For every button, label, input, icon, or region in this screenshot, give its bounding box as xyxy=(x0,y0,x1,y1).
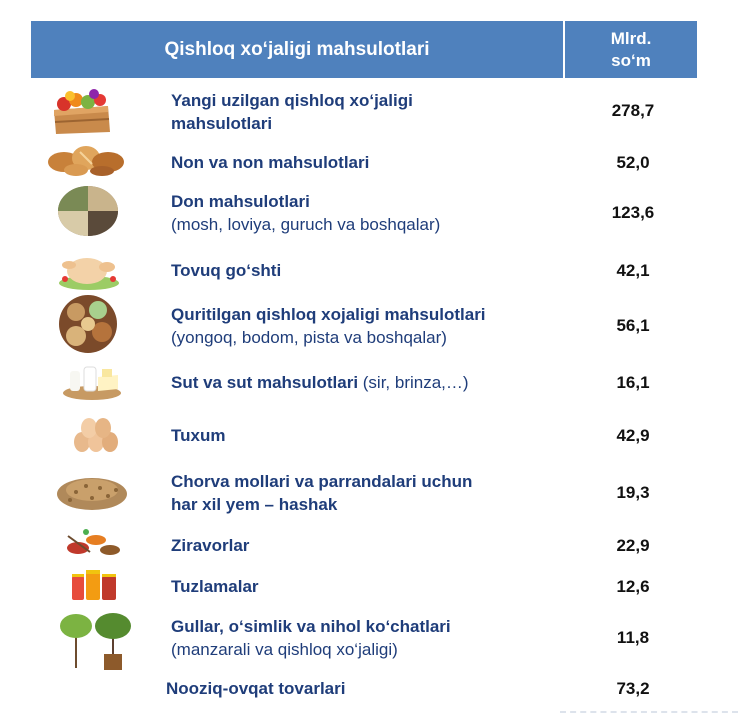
header-unit xyxy=(565,21,697,78)
row-label-3: Don mahsulotlari (mosh, loviya, guruch va boshqalar) xyxy=(171,192,441,234)
row-value-12: 73,2 xyxy=(616,679,650,698)
chicken-icon xyxy=(57,249,121,291)
row-value-1: 278,7 xyxy=(611,101,655,120)
row-label-9: Ziravorlar xyxy=(171,536,250,555)
header-title: Qishloq xo‘jaligi mahsulotlari xyxy=(31,21,563,78)
row-label-7: Tuxum xyxy=(171,426,226,445)
grains-icon xyxy=(56,184,120,238)
row-label-5: Quritilgan qishloq xojaligi mahsulotlari (yongoq, bodom, pista va boshqalar) xyxy=(171,305,486,347)
row-label-4: Tovuq go‘shti xyxy=(171,261,282,280)
seedlings-icon xyxy=(56,610,136,674)
dairy-icon xyxy=(62,361,122,401)
row-value-6: 16,1 xyxy=(616,373,650,392)
row-value-9: 22,9 xyxy=(616,536,650,555)
row-value-10: 12,6 xyxy=(616,577,650,596)
row-label-12: Nooziq-ovqat tovarlari xyxy=(166,679,346,698)
decorative-divider xyxy=(560,711,738,716)
nuts-icon xyxy=(56,294,120,354)
spices-icon xyxy=(64,528,122,558)
row-value-3: 123,6 xyxy=(611,203,655,222)
row-label-6: Sut va sut mahsulotlari (sir, brinza,…) xyxy=(171,373,469,392)
header-unit-line2: so‘m xyxy=(611,50,651,70)
row-value-8: 19,3 xyxy=(616,483,650,502)
row-label-10: Tuzlamalar xyxy=(171,577,259,596)
row-label-2: Non va non mahsulotlari xyxy=(171,153,370,172)
row-label-8: Chorva mollari va parrandalari uchun har xil yem – hashak xyxy=(171,472,473,514)
row-label-1: Yangi uzilgan qishloq xo‘jaligi mahsulotlari xyxy=(171,91,413,133)
row-label-11: Gullar, o‘simlik va nihol ko‘chatlari (manzarali va qishloq xo‘jaligi) xyxy=(171,617,451,659)
row-value-5: 56,1 xyxy=(616,316,650,335)
eggs-icon xyxy=(70,414,122,454)
fruit-crate-icon xyxy=(50,88,112,136)
row-value-7: 42,9 xyxy=(616,426,650,445)
header-unit-line1: Mlrd. xyxy=(610,28,652,48)
pickles-icon xyxy=(70,568,120,602)
row-value-2: 52,0 xyxy=(616,153,650,172)
table-header xyxy=(31,21,697,78)
bread-icon xyxy=(46,140,128,178)
feed-pellets-icon xyxy=(56,470,128,512)
row-value-4: 42,1 xyxy=(616,261,650,280)
row-value-11: 11,8 xyxy=(616,628,650,647)
